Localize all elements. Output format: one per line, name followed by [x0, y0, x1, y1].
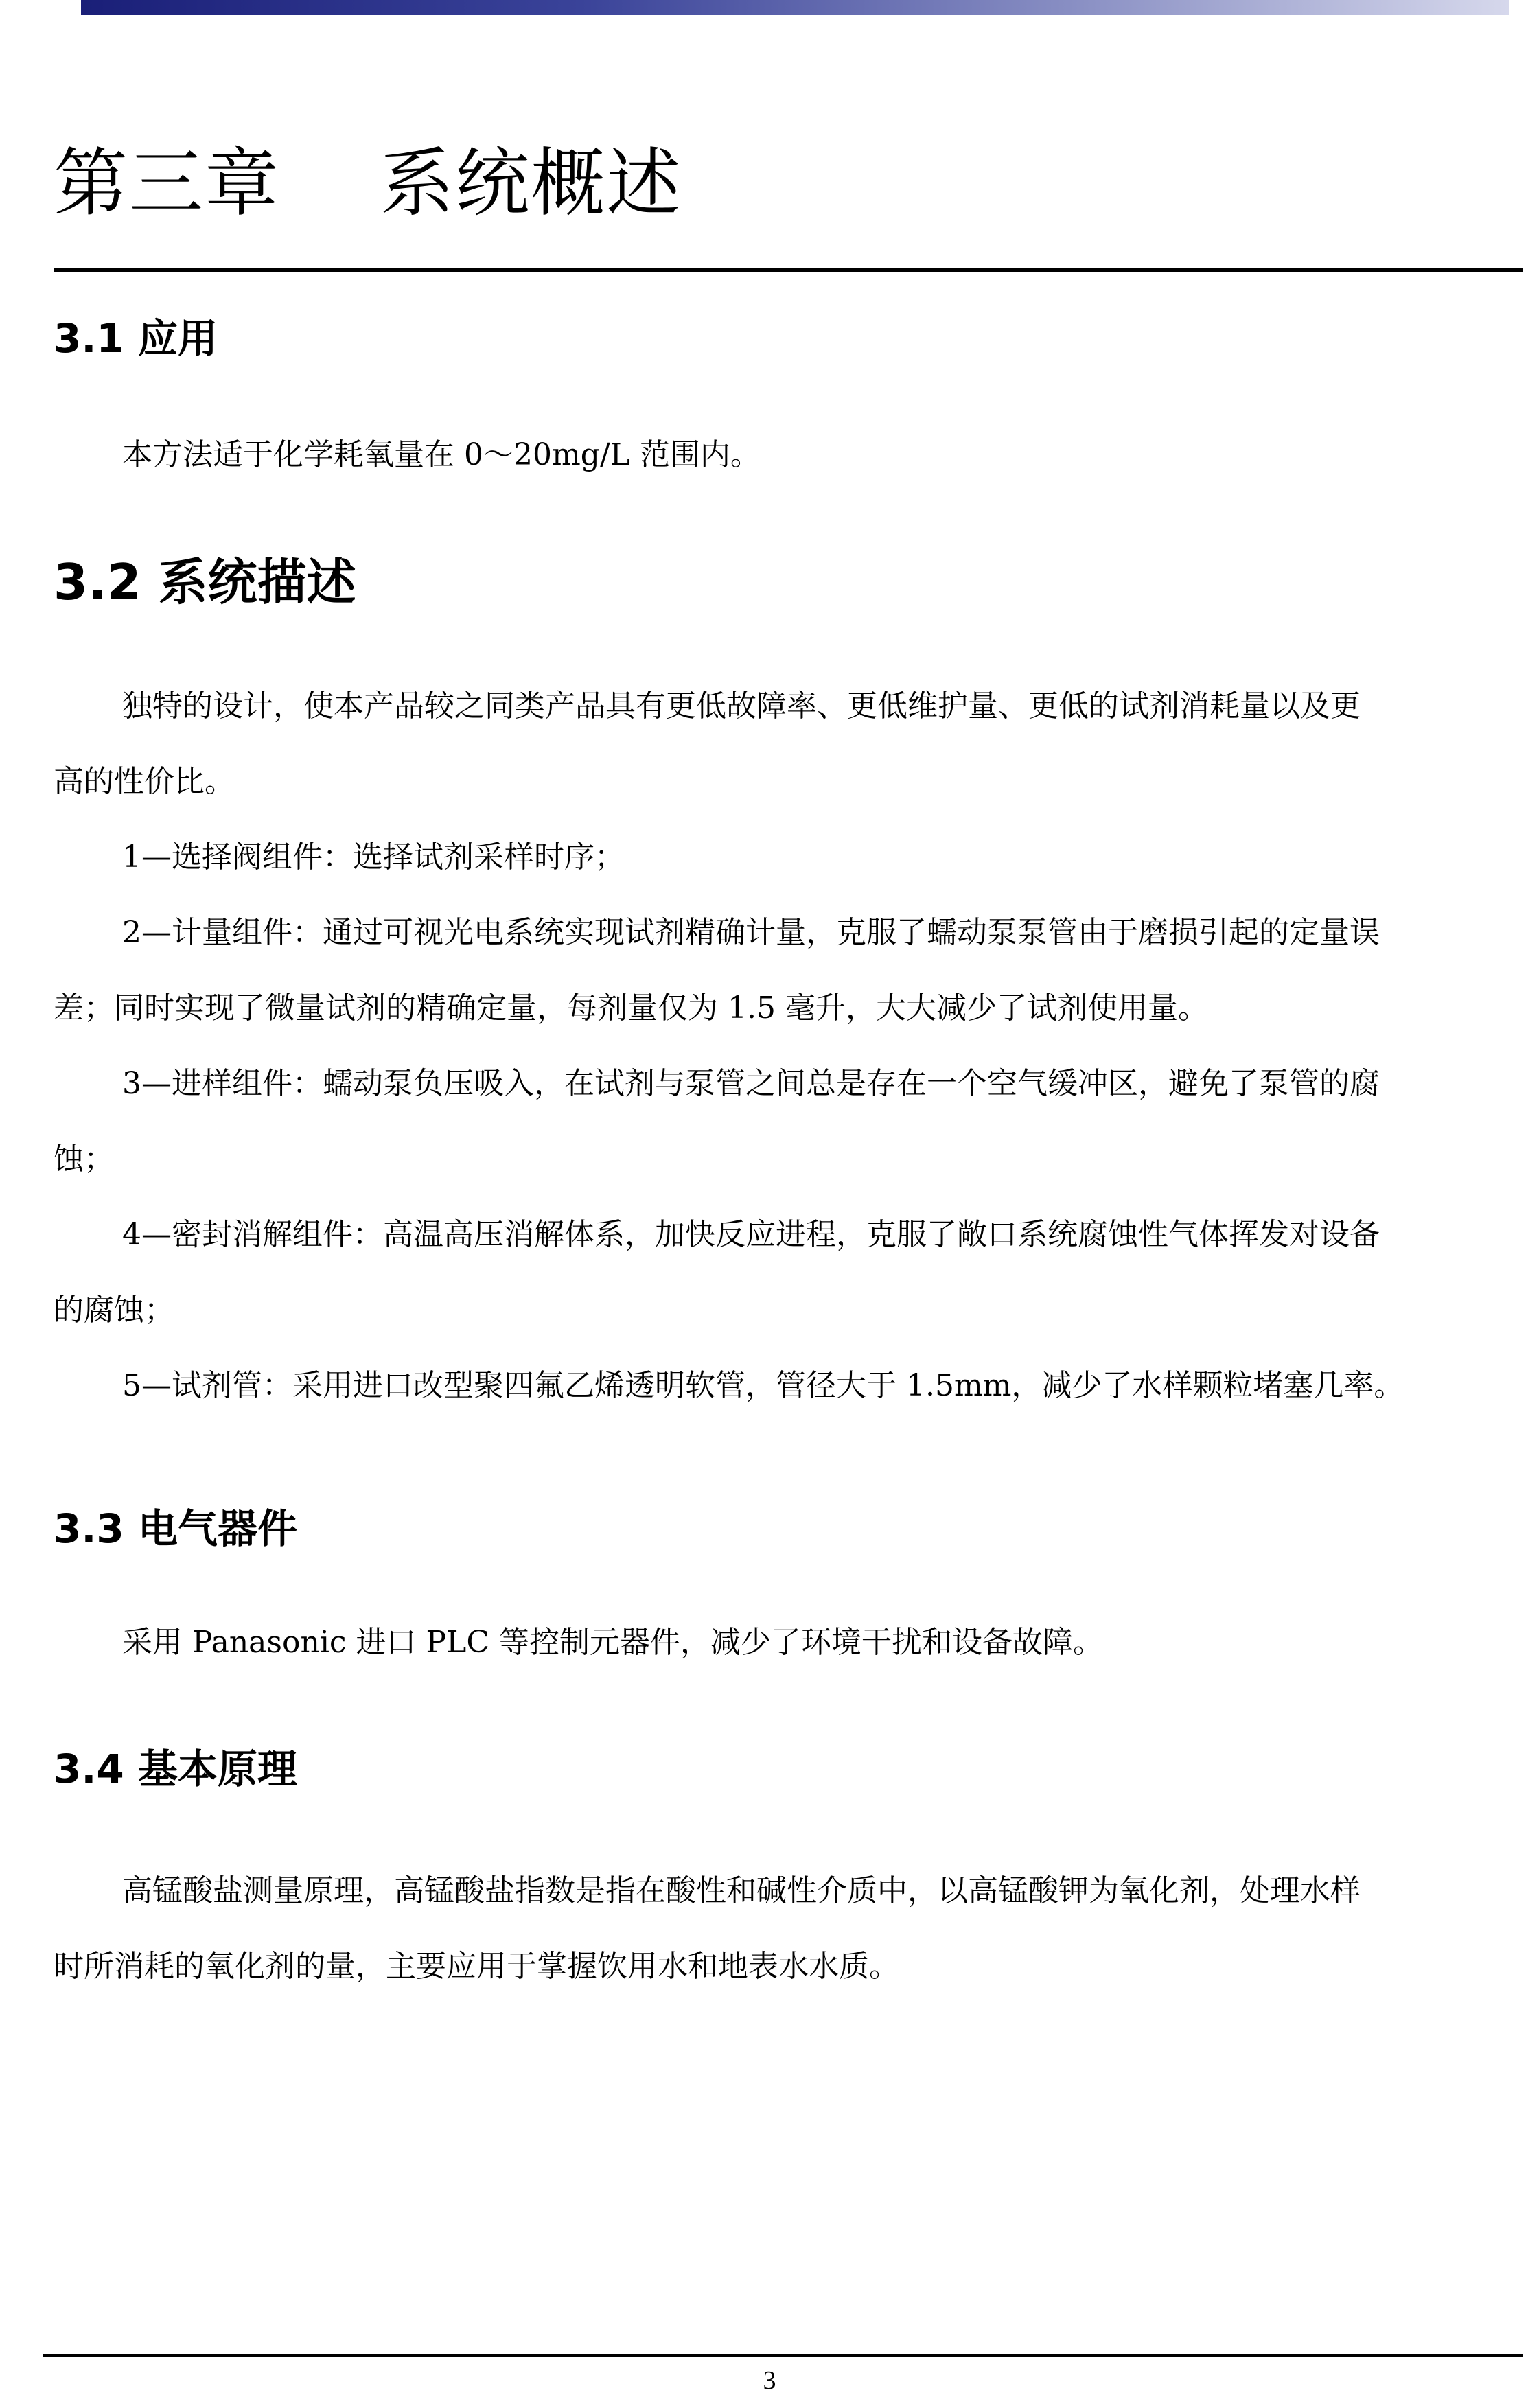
page-number: 3	[763, 2366, 776, 2395]
paragraph-electrical-components	[54, 1605, 1539, 1680]
text-line: 时所消耗的氧化剂的量，主要应用于掌握饮用水和地表水水质。	[54, 1949, 899, 1984]
section-heading-3-3: 3.3 电气器件	[54, 1505, 297, 1552]
text-line: 4—密封消解组件：高温高压消解体系，加快反应进程，克服了敞口系统腐蚀性气体挥发对设备	[122, 1217, 1380, 1252]
footer-divider	[43, 2354, 1523, 2357]
text-line: 独特的设计，使本产品较之同类产品具有更低故障率、更低维护量、更低的试剂消耗量以及更	[122, 688, 1361, 723]
text-line: 的腐蚀；	[54, 1293, 174, 1328]
chapter-divider	[54, 268, 1523, 272]
paragraph-system-description	[54, 669, 1523, 1424]
text-line: 本方法适于化学耗氧量在 0～20mg/L 范围内。	[122, 437, 761, 472]
text-line: 2—计量组件：通过可视光电系统实现试剂精确计量，克服了蠕动泵泵管由于磨损引起的定量误	[122, 915, 1380, 950]
section-heading-3-1: 3.1 应用	[54, 315, 218, 362]
text-line: 高锰酸盐测量原理，高锰酸盐指数是指在酸性和碱性介质中，以高锰酸钾为氧化剂，处理水样	[122, 1873, 1361, 1908]
header-gradient-bar	[81, 0, 1509, 15]
text-line: 5—试剂管：采用进口改型聚四氟乙烯透明软管，管径大于 1.5mm，减少了水样颗粒堵塞几率。	[122, 1368, 1404, 1403]
paragraph-basic-principle	[54, 1853, 1523, 2004]
text-line: 高的性价比。	[54, 764, 235, 799]
text-line: 采用 Panasonic 进口 PLC 等控制元器件，减少了环境干扰和设备故障。	[122, 1625, 1103, 1660]
text-line: 蚀；	[54, 1142, 114, 1177]
paragraph-application	[54, 417, 1539, 493]
section-heading-3-2: 3.2 系统描述	[54, 553, 356, 611]
text-line: 差；同时实现了微量试剂的精确定量，每剂量仅为 1.5 毫升，大大减少了试剂使用量。	[54, 991, 1208, 1026]
text-line: 1—选择阀组件：选择试剂采样时序；	[122, 840, 625, 875]
text-line: 3—进样组件：蠕动泵负压吸入，在试剂与泵管之间总是存在一个空气缓冲区，避免了泵管的腐	[122, 1066, 1380, 1101]
chapter-title: 第三章 系统概述	[54, 141, 682, 227]
section-heading-3-4: 3.4 基本原理	[54, 1746, 297, 1792]
